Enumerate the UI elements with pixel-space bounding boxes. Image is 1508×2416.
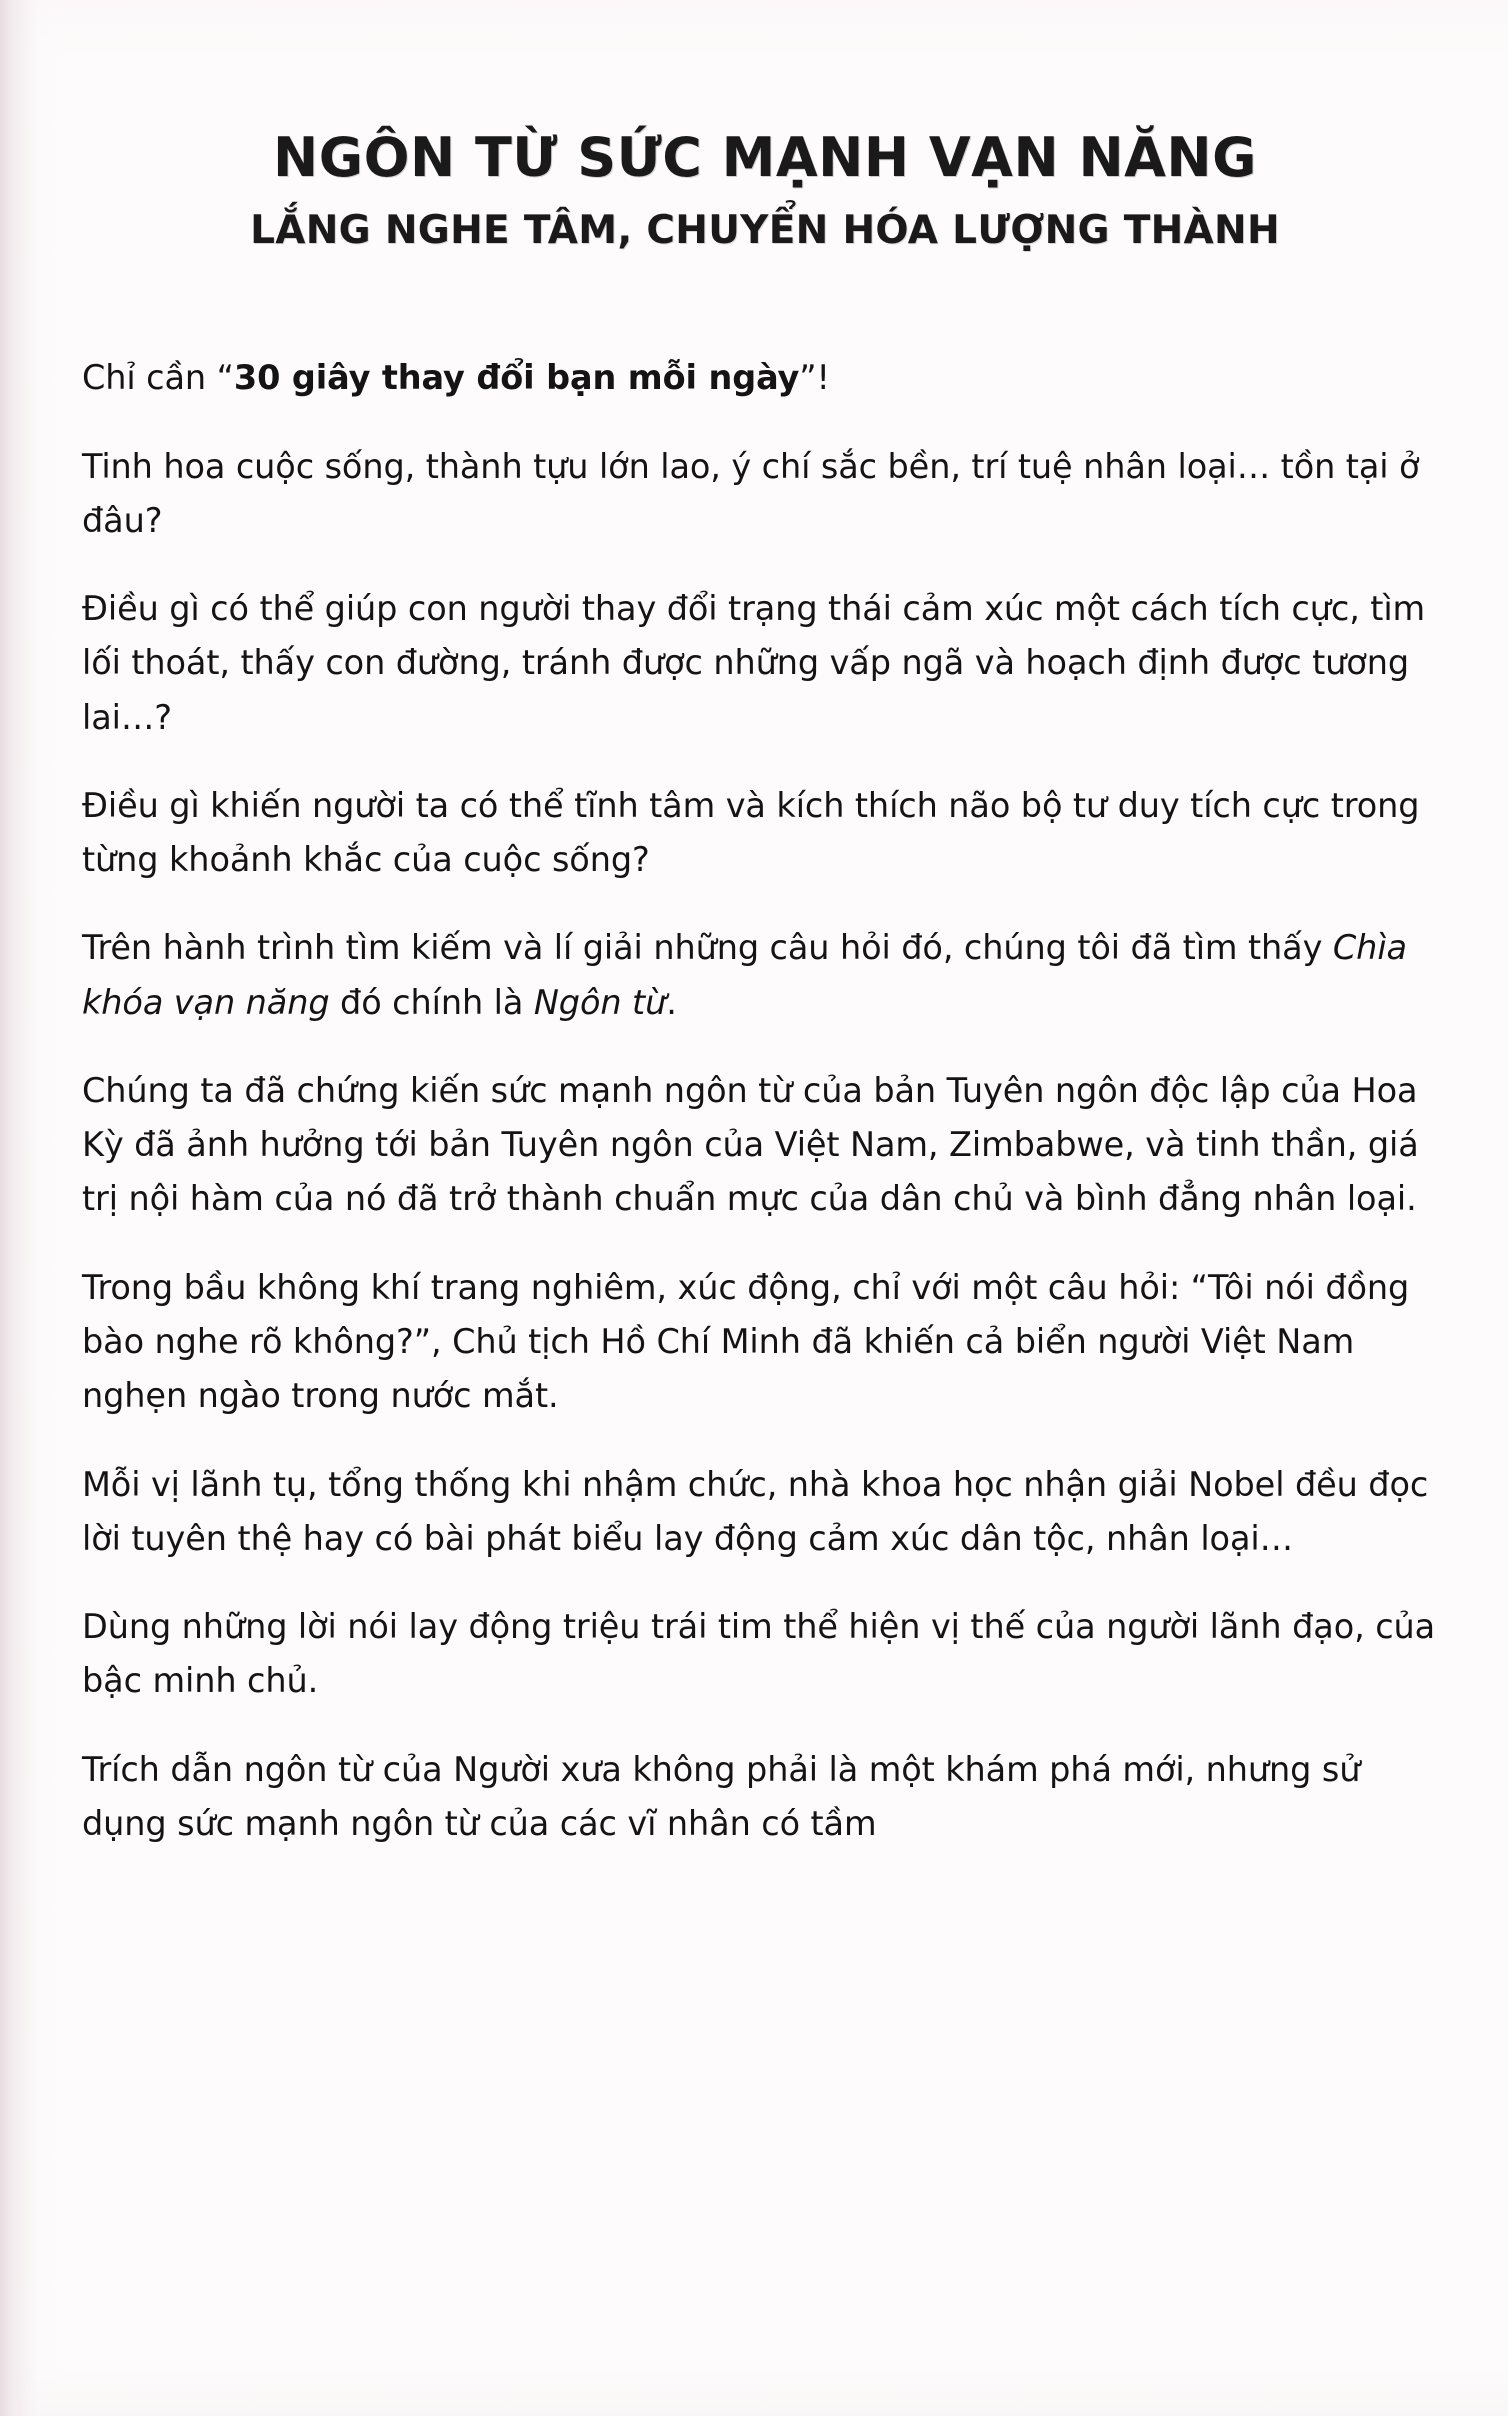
text-segment: Chìa khóa vạn năng (82, 928, 1407, 1022)
text-segment: Trích dẫn ngôn từ của Người xưa không phải là một khám phá mới, nhưng sử dụng sức mạnh ngôn từ của các vĩ nhân có tầm (82, 1749, 1361, 1843)
text-segment: Điều gì có thể giúp con người thay đổi trạng thái cảm xúc một cách tích cực, tìm lối thoát, thấy con đường, tránh được những vấp ngã và hoạch định được tương lai…? (82, 589, 1426, 737)
paragraph (82, 1600, 1438, 1709)
paragraph (82, 582, 1438, 745)
text-segment: . (666, 982, 677, 1022)
text-segment: Ngôn từ (533, 982, 667, 1022)
page-title: NGÔN TỪ SỨC MẠNH VẠN NĂNG (273, 126, 1257, 189)
text-segment: Trong bầu không khí trang nghiêm, xúc động, chỉ với một câu hỏi: “Tôi nói đồng bào nghe rõ không?”, Chủ tịch Hồ Chí Minh đã khiến cả biển người Việt Nam nghẹn ngào trong nước mắt. (82, 1267, 1410, 1416)
paragraph (82, 440, 1438, 549)
text-segment: Điều gì khiến người ta có thể tĩnh tâm và kích thích não bộ tư duy tích cực trong từng khoảnh khắc của cuộc sống? (82, 785, 1420, 880)
paragraph (82, 351, 1438, 405)
paragraph (82, 1064, 1438, 1227)
text-segment: Trên hành trình tìm kiếm và lí giải những câu hỏi đó, chúng tôi đã tìm thấy (82, 928, 1333, 968)
paragraph (82, 779, 1438, 888)
paragraph (82, 1261, 1438, 1424)
text-segment: đó chính là (329, 982, 534, 1022)
paragraph (82, 1743, 1438, 1852)
paragraph (82, 1458, 1438, 1567)
text-segment: Tinh hoa cuộc sống, thành tựu lớn lao, ý chí sắc bền, trí tuệ nhân loại… tồn tại ở đâu? (82, 446, 1420, 540)
text-segment: 30 giây thay đổi bạn mỗi ngày (233, 358, 800, 398)
page-header (82, 0, 1448, 255)
page-subtitle: LẮNG NGHE TÂM, CHUYỂN HÓA LƯỢNG THÀNH (250, 208, 1280, 254)
text-segment: Chỉ cần “ (82, 358, 234, 398)
text-segment: Chúng ta đã chứng kiến sức mạnh ngôn từ của bản Tuyên ngôn độc lập của Hoa Kỳ đã ảnh hưởng tới bản Tuyên ngôn của Việt Nam, Zimbabwe, và tinh thần, giá trị nội hàm của nó đã trở thành chuẩn mực của dân chủ và bình đẳng nhân loại. (82, 1070, 1419, 1219)
text-segment: ”! (799, 358, 830, 398)
text-segment: Mỗi vị lãnh tụ, tổng thống khi nhậm chức, nhà khoa học nhận giải Nobel đều đọc lời tuyên thệ hay có bài phát biểu lay động cảm xúc dân tộc, nhân loại… (82, 1464, 1429, 1558)
text-segment: Dùng những lời nói lay động triệu trái tim thể hiện vị thế của người lãnh đạo, của bậc minh chủ. (82, 1607, 1436, 1701)
paragraph (82, 921, 1438, 1030)
body-text (82, 351, 1448, 1851)
